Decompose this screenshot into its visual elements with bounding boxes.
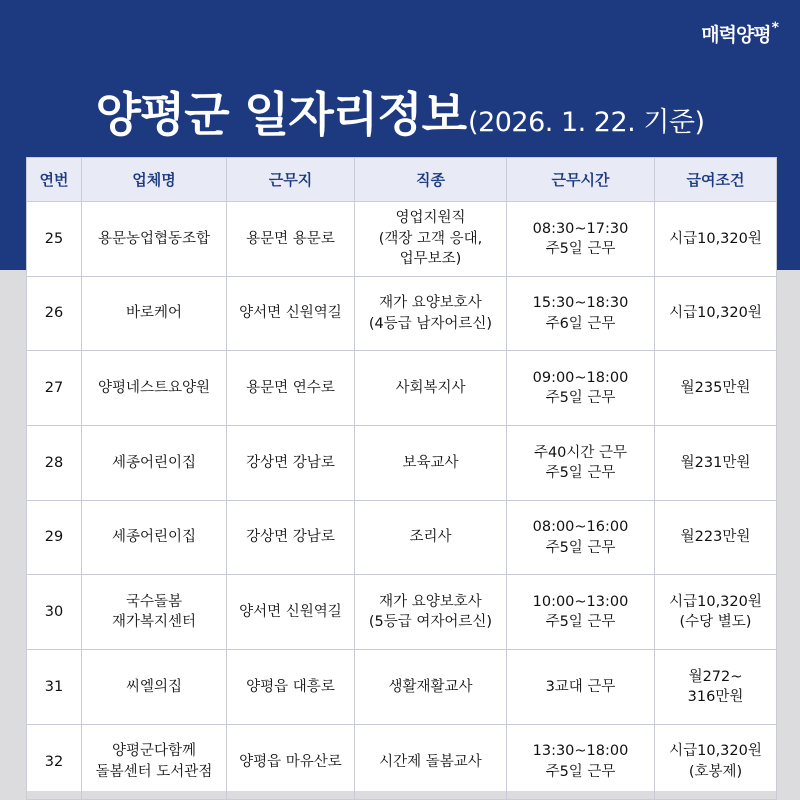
cell-location-line: 양평읍 대흥로 — [246, 678, 335, 695]
cell-hours-line: 주40시간 근무 — [533, 444, 628, 461]
cell-job — [355, 575, 507, 650]
cell-job-line: 재가 요양보호사 — [379, 593, 482, 610]
cell-pay-line: 시급10,320원 — [669, 743, 762, 760]
cell-location-line: 강상면 강남로 — [246, 529, 335, 546]
cell-hours — [507, 500, 655, 575]
table-header-row — [27, 158, 777, 202]
cell-pay-line: (호봉제) — [688, 763, 743, 780]
cell-location-line: 용문면 연수로 — [246, 380, 335, 397]
cell-location-line: 용문면 용문로 — [246, 230, 335, 247]
cell-job — [355, 650, 507, 725]
cell-pay-line: 시급10,320원 — [669, 230, 762, 247]
cell-job-line: 재가 요양보호사 — [379, 295, 482, 312]
cell-location — [227, 650, 355, 725]
cell-number: 28 — [27, 426, 82, 501]
cell-company — [82, 650, 227, 725]
cell-job-line: (4등급 남자어르신) — [368, 315, 493, 332]
cell-hours — [507, 650, 655, 725]
table-body — [27, 202, 777, 800]
table-row — [27, 500, 777, 575]
cell-job-line: 보육교사 — [402, 454, 459, 471]
cell-company — [82, 724, 227, 799]
cell-pay-line: 316만원 — [687, 688, 744, 705]
cell-hours-line: 15:30~18:30 — [532, 295, 629, 312]
cell-job-line: 시간제 돌봄교사 — [379, 753, 482, 770]
cell-hours-line: 10:00~13:00 — [532, 593, 629, 610]
cell-pay-line: (수당 별도) — [679, 614, 752, 631]
cell-company-line: 세종어린이집 — [111, 454, 197, 471]
page-title — [0, 78, 800, 145]
cell-job-line: 조리사 — [409, 529, 452, 546]
cell-company — [82, 575, 227, 650]
cell-pay-line: 월231만원 — [680, 454, 751, 471]
cell-number: 29 — [27, 500, 82, 575]
cell-job — [355, 351, 507, 426]
cell-location — [227, 724, 355, 799]
cell-hours — [507, 351, 655, 426]
cell-pay-line: 시급10,320원 — [669, 593, 762, 610]
cell-location-line: 양서면 신원역길 — [239, 604, 342, 621]
cell-pay-line: 월272~ — [688, 668, 743, 685]
cell-location — [227, 202, 355, 277]
cell-company-line: 바로케어 — [125, 305, 183, 322]
cell-pay-line: 월235만원 — [680, 380, 751, 397]
cell-job-line: (객장 고객 응대, — [378, 230, 483, 247]
cell-job — [355, 202, 507, 277]
cell-company-line: 양평네스트요양원 — [97, 380, 211, 397]
cell-pay-line: 시급10,320원 — [669, 305, 762, 322]
cell-company — [82, 276, 227, 351]
cell-location — [227, 575, 355, 650]
cell-hours-line: 08:30~17:30 — [532, 220, 629, 237]
cell-hours-line: 09:00~18:00 — [532, 369, 629, 386]
cell-hours-line: 주5일 근무 — [545, 763, 616, 780]
column-header-pay: 급여조건 — [655, 158, 777, 202]
cell-number: 27 — [27, 351, 82, 426]
cell-job — [355, 500, 507, 575]
cell-company-line: 국수돌봄 — [125, 593, 183, 610]
cell-hours — [507, 276, 655, 351]
cell-location — [227, 426, 355, 501]
star-icon: * — [771, 20, 778, 36]
cell-hours — [507, 575, 655, 650]
title-main: 양평군 일자리정보 — [95, 88, 467, 143]
cell-location-line: 강상면 강남로 — [246, 454, 335, 471]
column-header-no: 연번 — [27, 158, 82, 202]
cell-number: 32 — [27, 724, 82, 799]
cell-pay — [655, 351, 777, 426]
cell-job — [355, 276, 507, 351]
table-row — [27, 650, 777, 725]
cell-number: 26 — [27, 276, 82, 351]
cell-hours-line: 08:00~16:00 — [532, 519, 629, 536]
table-row — [27, 276, 777, 351]
column-header-company: 업체명 — [82, 158, 227, 202]
cell-number: 30 — [27, 575, 82, 650]
cell-company-line: 씨엘의집 — [125, 678, 183, 695]
cell-job-line: 영업지원직 — [395, 210, 466, 227]
job-table — [26, 157, 777, 800]
cell-hours-line: 주5일 근무 — [545, 614, 616, 631]
table-row — [27, 426, 777, 501]
table-row — [27, 724, 777, 799]
cell-hours-line: 주5일 근무 — [545, 464, 616, 481]
cell-location-line: 양평읍 마유산로 — [239, 753, 342, 770]
cell-job — [355, 724, 507, 799]
cell-location — [227, 351, 355, 426]
cell-company-line: 재가복지센터 — [111, 614, 197, 631]
cell-job-line: 업무보조) — [399, 250, 462, 267]
cell-hours — [507, 426, 655, 501]
cell-job-line: (5등급 여자어르신) — [368, 614, 493, 631]
cell-pay — [655, 575, 777, 650]
cell-number: 31 — [27, 650, 82, 725]
cell-hours — [507, 724, 655, 799]
cell-company-line: 세종어린이집 — [111, 529, 197, 546]
cell-job-line: 생활재활교사 — [388, 678, 473, 695]
cell-location-line: 양서면 신원역길 — [239, 305, 342, 322]
column-header-location: 근무지 — [227, 158, 355, 202]
column-header-job: 직종 — [355, 158, 507, 202]
cell-company — [82, 500, 227, 575]
cell-pay — [655, 650, 777, 725]
cell-location — [227, 500, 355, 575]
column-header-hours: 근무시간 — [507, 158, 655, 202]
cell-hours-line: 주5일 근무 — [545, 240, 616, 257]
cell-hours-line: 3교대 근무 — [545, 678, 616, 695]
table-row — [27, 351, 777, 426]
cell-pay — [655, 426, 777, 501]
brand-text: 매력양평 — [701, 24, 771, 46]
cell-pay — [655, 276, 777, 351]
brand-logo — [701, 20, 778, 47]
cell-pay — [655, 202, 777, 277]
cell-company — [82, 426, 227, 501]
table-row — [27, 575, 777, 650]
cell-company-line: 양평군다함께 — [111, 743, 197, 760]
cell-company — [82, 351, 227, 426]
cell-location — [227, 276, 355, 351]
table-row — [27, 202, 777, 277]
cell-hours-line: 주6일 근무 — [545, 315, 616, 332]
cell-hours-line: 주5일 근무 — [545, 539, 616, 556]
cell-pay — [655, 724, 777, 799]
cell-hours — [507, 202, 655, 277]
cell-company-line: 돌봄센터 도서관점 — [95, 763, 213, 780]
cell-job — [355, 426, 507, 501]
job-table-container — [26, 157, 776, 791]
cell-company-line: 용문농업협동조합 — [97, 230, 211, 247]
cell-pay — [655, 500, 777, 575]
cell-job-line: 사회복지사 — [395, 380, 466, 397]
cell-company — [82, 202, 227, 277]
cell-hours-line: 13:30~18:00 — [532, 743, 629, 760]
title-date: (2026. 1. 22. 기준) — [468, 107, 705, 138]
cell-number: 25 — [27, 202, 82, 277]
cell-pay-line: 월223만원 — [680, 529, 751, 546]
cell-hours-line: 주5일 근무 — [545, 390, 616, 407]
